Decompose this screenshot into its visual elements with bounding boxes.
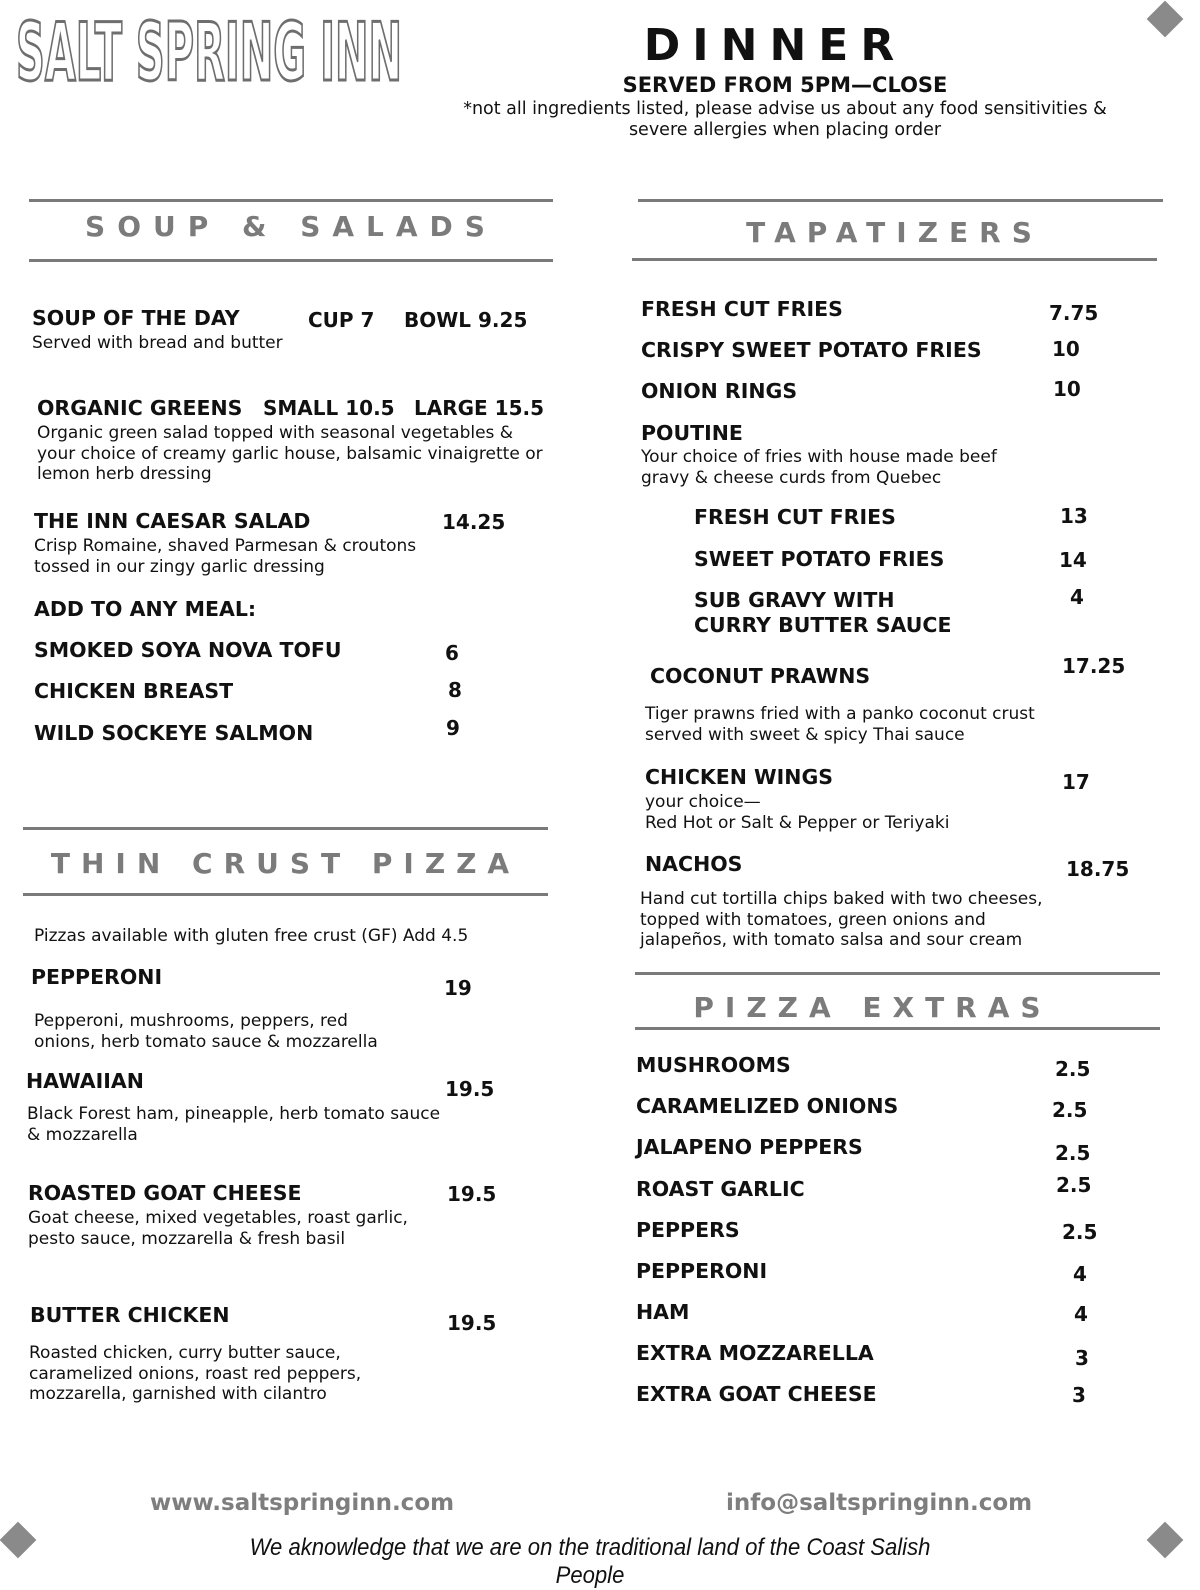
prawns-description: Tiger prawns fried with a panko coconut crust served with sweet & spicy Thai sauce	[645, 704, 1035, 745]
extra-price: 2.5	[1052, 1098, 1088, 1122]
poutine-sub-price: 4	[1070, 585, 1084, 609]
greens-large-price: LARGE 15.5	[414, 396, 545, 420]
organic-greens: ORGANIC GREENS	[37, 396, 243, 420]
website-link[interactable]: www.saltspringinn.com	[150, 1490, 455, 1516]
caesar-salad: THE INN CAESAR SALAD	[34, 509, 311, 533]
tapatizer-price: 18.75	[1066, 857, 1130, 881]
extra-name: MUSHROOMS	[636, 1053, 791, 1077]
tapatizer-name: CHICKEN WINGS	[645, 765, 834, 789]
pizza-name: PEPPERONI	[31, 965, 163, 989]
extra-name: PEPPERS	[636, 1218, 740, 1242]
add-item: SMOKED SOYA NOVA TOFU	[34, 638, 342, 662]
pizza-price: 19.5	[447, 1311, 497, 1335]
salt-spring-inn-logo	[14, 2, 406, 106]
divider	[638, 199, 1163, 202]
divider	[635, 972, 1160, 975]
extra-name: ROAST GARLIC	[636, 1177, 805, 1201]
divider	[29, 259, 553, 262]
add-item: WILD SOCKEYE SALMON	[34, 721, 314, 745]
caesar-description: Crisp Romaine, shaved Parmesan & croutons tossed in our zingy garlic dressing	[34, 536, 417, 577]
poutine-option: SWEET POTATO FRIES	[694, 547, 945, 571]
greens-small-price: SMALL 10.5	[263, 396, 395, 420]
divider	[29, 199, 553, 202]
menu-title: DINNER	[643, 20, 907, 71]
poutine: POUTINE	[641, 421, 743, 445]
add-item-price: 6	[445, 641, 459, 665]
divider	[632, 258, 1157, 261]
extra-price: 3	[1072, 1383, 1086, 1407]
section-title-pizza-extras: PIZZA EXTRAS	[693, 991, 1052, 1024]
tapatizer-price: 17.25	[1062, 654, 1126, 678]
svg-text:SALT SPRING INN: SALT SPRING INN	[16, 6, 403, 99]
tapatizer-name: COCONUT PRAWNS	[650, 664, 871, 688]
nachos-description: Hand cut tortilla chips baked with two cheeses, topped with tomatoes, green onions and jalapeños, with tomato salsa and sour cream	[640, 889, 1043, 950]
gluten-free-note: Pizzas available with gluten free crust (GF) Add 4.5	[34, 926, 469, 946]
pizza-name: ROASTED GOAT CHEESE	[28, 1181, 302, 1205]
extra-name: HAM	[636, 1300, 690, 1324]
caesar-price: 14.25	[442, 510, 506, 534]
extra-name: EXTRA GOAT CHEESE	[636, 1382, 877, 1406]
tapatizer-name: ONION RINGS	[641, 379, 798, 403]
tapatizer-price: 10	[1052, 337, 1080, 361]
poutine-description: Your choice of fries with house made beef gravy & cheese curds from Quebec	[641, 447, 997, 488]
pizza-price: 19.5	[445, 1077, 495, 1101]
section-title-soup-salads: SOUP & SALADS	[85, 210, 497, 243]
extra-price: 4	[1074, 1302, 1088, 1326]
pizza-price: 19	[444, 976, 472, 1000]
corner-diamond-icon	[1147, 1, 1184, 38]
tapatizer-price: 10	[1053, 377, 1081, 401]
corner-diamond-icon	[1147, 1522, 1184, 1559]
extra-name: JALAPENO PEPPERS	[636, 1135, 863, 1159]
poutine-option: FRESH CUT FRIES	[694, 505, 896, 529]
soup-of-the-day: SOUP OF THE DAY	[32, 306, 240, 330]
section-title-tapatizers: TAPATIZERS	[746, 216, 1043, 249]
pizza-description: Pepperoni, mushrooms, peppers, red onions, herb tomato sauce & mozzarella	[34, 1011, 378, 1052]
soup-description: Served with bread and butter	[32, 333, 283, 353]
pizza-price: 19.5	[447, 1182, 497, 1206]
extra-price: 2.5	[1055, 1141, 1091, 1165]
pizza-description: Black Forest ham, pineapple, herb tomato sauce & mozzarella	[27, 1104, 441, 1145]
poutine-sub-gravy: SUB GRAVY WITH CURRY BUTTER SAUCE	[694, 588, 952, 637]
allergy-note: *not all ingredients listed, please advise us about any food sensitivities & severe allergies when placing order	[463, 99, 1107, 140]
add-to-meal-heading: ADD TO ANY MEAL:	[34, 597, 257, 621]
extra-price: 2.5	[1055, 1057, 1091, 1081]
soup-cup-price: CUP 7	[308, 308, 375, 332]
add-item-price: 9	[446, 716, 460, 740]
extra-price: 3	[1075, 1346, 1089, 1370]
extra-price: 2.5	[1056, 1173, 1092, 1197]
tapatizer-name: NACHOS	[645, 852, 743, 876]
extra-price: 2.5	[1062, 1220, 1098, 1244]
extra-name: PEPPERONI	[636, 1259, 768, 1283]
divider	[635, 1027, 1160, 1030]
pizza-name: HAWAIIAN	[26, 1069, 144, 1093]
divider	[23, 827, 548, 830]
add-item-price: 8	[448, 678, 462, 702]
extra-price: 4	[1073, 1262, 1087, 1286]
corner-diamond-icon	[0, 1522, 36, 1559]
greens-description: Organic green salad topped with seasonal vegetables & your choice of creamy garlic house, balsamic vinaigrette or lemon herb dressing	[37, 423, 543, 484]
tapatizer-price: 7.75	[1049, 301, 1099, 325]
pizza-name: BUTTER CHICKEN	[30, 1303, 230, 1327]
section-title-pizza: THIN CRUST PIZZA	[50, 847, 521, 880]
extra-name: CARAMELIZED ONIONS	[636, 1094, 899, 1118]
divider	[23, 893, 548, 896]
tapatizer-name: FRESH CUT FRIES	[641, 297, 843, 321]
tapatizer-name: CRISPY SWEET POTATO FRIES	[641, 338, 982, 362]
tapatizer-price: 17	[1062, 770, 1090, 794]
pizza-description: Goat cheese, mixed vegetables, roast garlic, pesto sauce, mozzarella & fresh basil	[28, 1208, 408, 1249]
poutine-option-price: 14	[1059, 548, 1087, 572]
add-item: CHICKEN BREAST	[34, 679, 234, 703]
land-acknowledgement: We aknowledge that we are on the traditional land of the Coast Salish People	[249, 1534, 931, 1589]
extra-name: EXTRA MOZZARELLA	[636, 1341, 874, 1365]
pizza-description: Roasted chicken, curry butter sauce, caramelized onions, roast red peppers, mozzarella, garnished with cilantro	[29, 1343, 362, 1404]
poutine-option-price: 13	[1060, 504, 1088, 528]
wings-description: your choice— Red Hot or Salt & Pepper or Teriyaki	[645, 792, 950, 833]
serving-hours: SERVED FROM 5PM—CLOSE	[622, 73, 948, 97]
email-link[interactable]: info@saltspringinn.com	[726, 1490, 1033, 1516]
soup-bowl-price: BOWL 9.25	[404, 308, 528, 332]
